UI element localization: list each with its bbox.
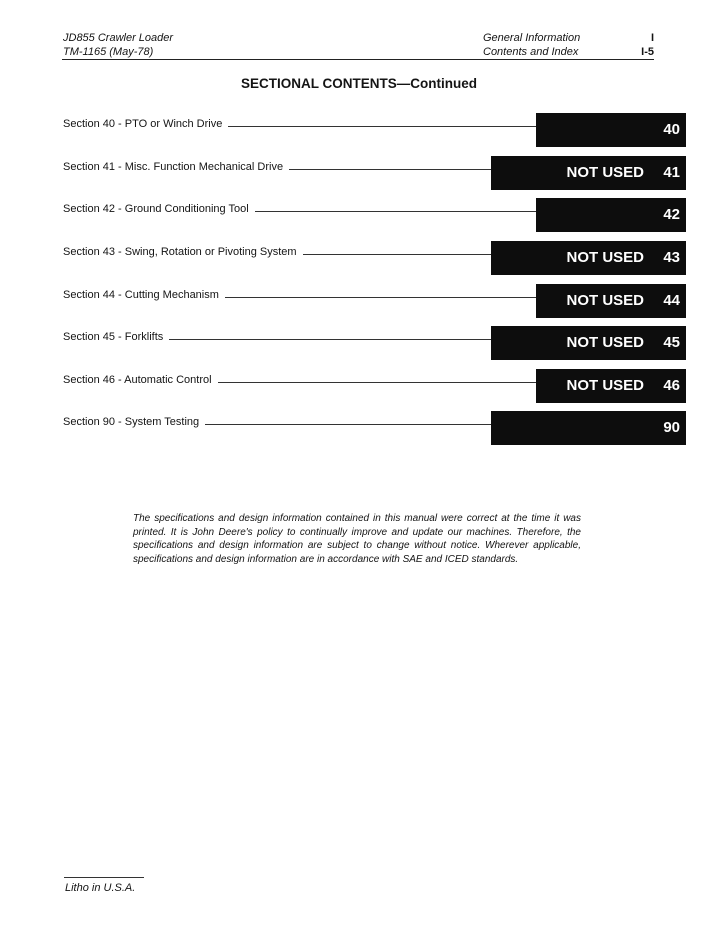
- group-name: General Information: [483, 32, 581, 44]
- footer-printing-note: Litho in U.S.A.: [65, 882, 136, 894]
- tab-status: NOT USED: [566, 377, 644, 394]
- section-row-44[interactable]: [0, 284, 718, 318]
- section-tab[interactable]: [536, 198, 686, 232]
- tab-number: 40: [663, 121, 680, 138]
- tab-status: NOT USED: [566, 334, 644, 351]
- section-row-45[interactable]: [0, 326, 718, 360]
- group-number: I: [650, 32, 654, 44]
- section-label: Section 45 - Forklifts: [63, 331, 167, 343]
- header-divider: [62, 59, 654, 60]
- section-row-46[interactable]: [0, 369, 718, 403]
- leader-line: [303, 254, 491, 255]
- section-label: Section 46 - Automatic Control: [63, 374, 216, 386]
- manual-number: TM-1165 (May-78): [63, 46, 154, 58]
- tab-number: 42: [663, 206, 680, 223]
- tab-number: 43: [663, 249, 680, 266]
- tab-status: NOT USED: [566, 249, 644, 266]
- footer-divider: [64, 877, 144, 878]
- tab-status: NOT USED: [566, 292, 644, 309]
- section-label: Section 40 - PTO or Winch Drive: [63, 118, 226, 130]
- leader-line: [289, 169, 491, 170]
- section-row-43[interactable]: [0, 241, 718, 275]
- header-middle: [483, 31, 580, 59]
- tab-number: 46: [663, 377, 680, 394]
- leader-line: [255, 211, 536, 212]
- section-label: Section 44 - Cutting Mechanism: [63, 289, 223, 301]
- section-tab[interactable]: [491, 326, 686, 360]
- section-label: Section 42 - Ground Conditioning Tool: [63, 203, 253, 215]
- section-label: Section 43 - Swing, Rotation or Pivoting System: [63, 246, 301, 258]
- specifications-note: The specifications and design information contained in this manual were correct at the time it was printed. It is John Deere's policy to continually improve and update our machines. Therefore, the specifications and design information are subject to change without notice. Wherever applicable, specifications and design information are in accordance with SAE and ICED standards.: [133, 513, 581, 565]
- section-tab[interactable]: [491, 411, 686, 445]
- leader-line: [205, 424, 491, 425]
- leader-line: [225, 297, 536, 298]
- section-row-41[interactable]: [0, 156, 718, 190]
- tab-number: 90: [663, 419, 680, 436]
- section-row-40[interactable]: [0, 113, 718, 147]
- tab-number: 41: [663, 164, 680, 181]
- section-label: Section 90 - System Testing: [63, 416, 203, 428]
- section-tab[interactable]: [536, 284, 686, 318]
- page-number: I-5: [641, 46, 654, 58]
- section-row-42[interactable]: [0, 198, 718, 232]
- section-tab[interactable]: [536, 113, 686, 147]
- leader-line: [218, 382, 536, 383]
- leader-line: [169, 339, 491, 340]
- leader-line: [228, 126, 536, 127]
- section-tab[interactable]: [491, 241, 686, 275]
- manual-title: JD855 Crawler Loader: [63, 32, 174, 44]
- header-left: [63, 31, 173, 59]
- page-title: SECTIONAL CONTENTS—Continued: [241, 76, 477, 91]
- section-row-90[interactable]: [0, 411, 718, 445]
- section-label: Section 41 - Misc. Function Mechanical Drive: [63, 161, 287, 173]
- section-tab[interactable]: [491, 156, 686, 190]
- tab-number: 45: [663, 334, 680, 351]
- header-right: [626, 31, 654, 59]
- tab-status: NOT USED: [566, 164, 644, 181]
- section-name: Contents and Index: [483, 46, 579, 58]
- tab-number: 44: [663, 292, 680, 309]
- section-tab[interactable]: [536, 369, 686, 403]
